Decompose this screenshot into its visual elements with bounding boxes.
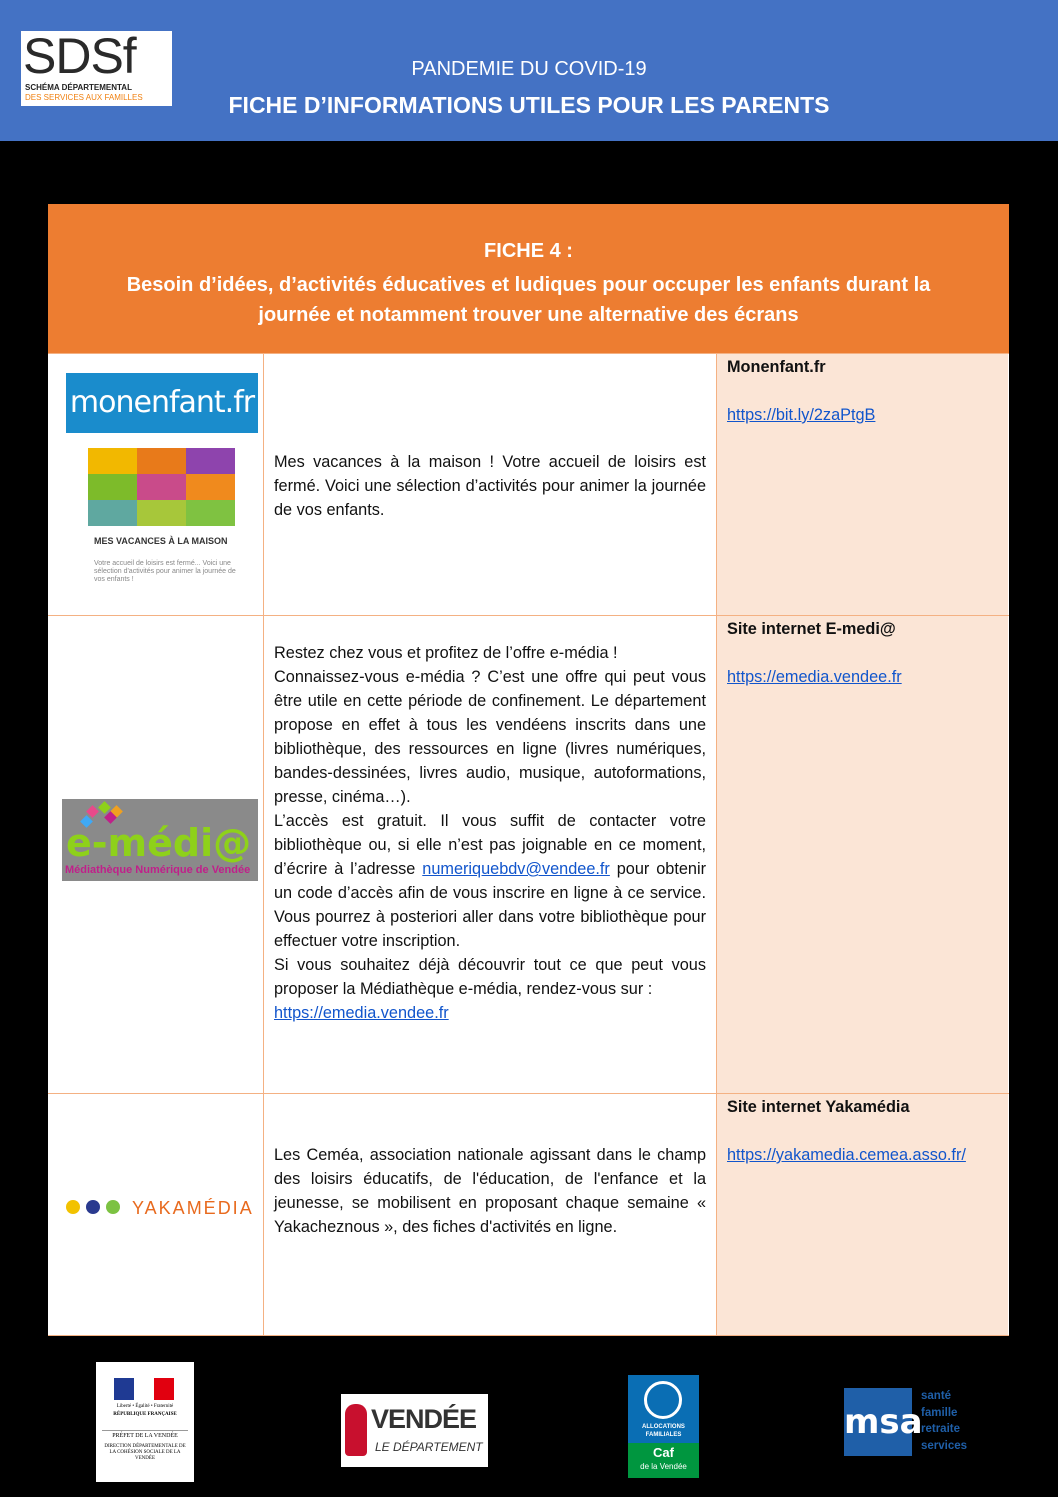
msa-logo <box>843 1388 990 1456</box>
msa-words: santé famille retraite services <box>921 1390 968 1452</box>
monenfant-description: Mes vacances à la maison ! Votre accueil de loisirs est fermé. Voici une sélection d’activités pour animer la journée de vos enfants. <box>274 453 706 519</box>
email-link[interactable]: numeriquebdv@vendee.fr <box>422 860 610 878</box>
msa-mark: msa <box>844 1388 912 1456</box>
logo-cell <box>48 354 264 616</box>
site-link[interactable]: https://emedia.vendee.fr <box>727 668 902 686</box>
info-card <box>48 204 1009 1335</box>
caf-logo <box>628 1375 699 1478</box>
caf-line2: Caf <box>653 1445 674 1460</box>
site-cell <box>717 616 1008 1094</box>
sdsf-logo-line2: DES SERVICES AUX FAMILLES <box>25 93 143 102</box>
monenfant-logo: monenfant.fr <box>66 373 258 433</box>
header-subtitle: PANDEMIE DU COVID-19 <box>411 58 647 80</box>
prefet-dept: DIRECTION DÉPARTEMENTALE DE LA COHÉSION SOCIALE DE LA VENDÉE <box>104 1444 186 1461</box>
caf-line1: ALLOCATIONS FAMILIALES <box>642 1424 685 1438</box>
mes-vacances-caption: MES VACANCES À LA MAISON <box>94 536 228 546</box>
mes-vacances-subcaption: Votre accueil de loisirs est fermé... Voici une sélection d'activités pour animer la journée de vos enfants ! <box>94 560 236 583</box>
emedia-logo-word: e-médi@ <box>66 821 252 865</box>
site-title: Monenfant.fr <box>727 358 826 376</box>
emedia-para-1: Restez chez vous et profitez de l’offre e-média ! <box>274 644 618 662</box>
sdsf-logo-mark: SDSf <box>23 28 136 84</box>
emedia-para-3: L’accès est gratuit. Il vous suffit de contacter votre bibliothèque ou, si elle n’est pas joignable en ce moment, d’écrire à l’adresse numeriquebdv@vendee.fr pour obtenir un code d’accès afin de vous inscrire en ligne à ce service. Vous pourrez à posteriori aller dans votre bibliothèque pour effectuer votre inscription. <box>274 812 706 950</box>
vendee-heart-icon <box>345 1404 367 1456</box>
activity-tiles <box>88 448 236 526</box>
vendee-departement-logo <box>341 1394 488 1467</box>
emedia-para-2: Connaissez-vous e-média ? C’est une offre qui peut vous être utile en cette période de confinement. Le département propose en effet à tous les vendéens inscrits dans une bibliothèque, des ressources en ligne (livres numériques, bandes-dessinées, livres audio, musique, autoformations, presse, cinéma…). <box>274 668 706 806</box>
site-cell <box>717 354 1008 616</box>
resource-row-emedia <box>48 615 1009 1094</box>
emedia-logo-sub: Médiathèque Numérique de Vendée <box>65 864 251 876</box>
fiche-heading: Besoin d’idées, d’activités éducatives et ludiques pour occuper les enfants durant la journée et notamment trouver une alternative des écrans <box>126 274 931 326</box>
emedia-description <box>274 641 706 1025</box>
fiche-banner <box>48 204 1009 353</box>
page-header <box>0 0 1058 141</box>
caf-family-icon <box>644 1381 682 1419</box>
vendee-name: VENDÉE <box>371 1404 477 1434</box>
resource-row-yakamedia <box>48 1093 1009 1336</box>
emedia-para-4: Si vous souhaitez déjà découvrir tout ce que peut vous proposer la Médiathèque e-média, rendez-vous sur : https://emedia.vendee.fr <box>274 956 706 1022</box>
fiche-number: FICHE 4 : <box>484 240 573 262</box>
caf-line3: de la Vendée <box>640 1462 687 1471</box>
prefet-motto: Liberté • Égalité • Fraternité <box>116 1404 174 1409</box>
header-title: FICHE D’INFORMATIONS UTILES POUR LES PARENTS <box>228 92 830 118</box>
site-link[interactable]: https://yakamedia.cemea.asso.fr/ <box>727 1146 966 1164</box>
mes-vacances-image <box>88 448 236 588</box>
emedia-inline-link[interactable]: https://emedia.vendee.fr <box>274 1004 449 1022</box>
yakamedia-logo-word: YAKAMÉDIA <box>132 1198 254 1218</box>
tricolor-flag-icon <box>114 1378 174 1400</box>
emedia-logo <box>62 799 258 881</box>
site-cell <box>717 1094 1008 1335</box>
resource-row-monenfant <box>48 353 1009 616</box>
vendee-sub: LE DÉPARTEMENT <box>375 1440 483 1454</box>
description-cell <box>264 616 717 1094</box>
site-title: Site internet Yakamédia <box>727 1098 910 1116</box>
site-link[interactable]: https://bit.ly/2zaPtgB <box>727 406 876 424</box>
yakamedia-description: Les Ceméa, association nationale agissant dans le champ des loisirs éducatifs, de l'éducation, de l'enfance et la jeunesse, se mobilisent en proposant chaque semaine « Yakacheznous », des fiches d'activités en ligne. <box>274 1146 706 1236</box>
prefet-vendee-logo <box>96 1362 194 1482</box>
description-cell <box>264 354 717 616</box>
site-title: Site internet E-medi@ <box>727 620 896 638</box>
sdsf-logo-line1: SCHÉMA DÉPARTEMENTAL <box>25 83 132 92</box>
logo-cell <box>48 1094 264 1335</box>
logo-cell <box>48 616 264 1094</box>
prefet-title: PRÉFET DE LA VENDÉE <box>102 1430 188 1439</box>
prefet-republic: RÉPUBLIQUE FRANÇAISE <box>113 1412 177 1417</box>
description-cell <box>264 1094 717 1335</box>
